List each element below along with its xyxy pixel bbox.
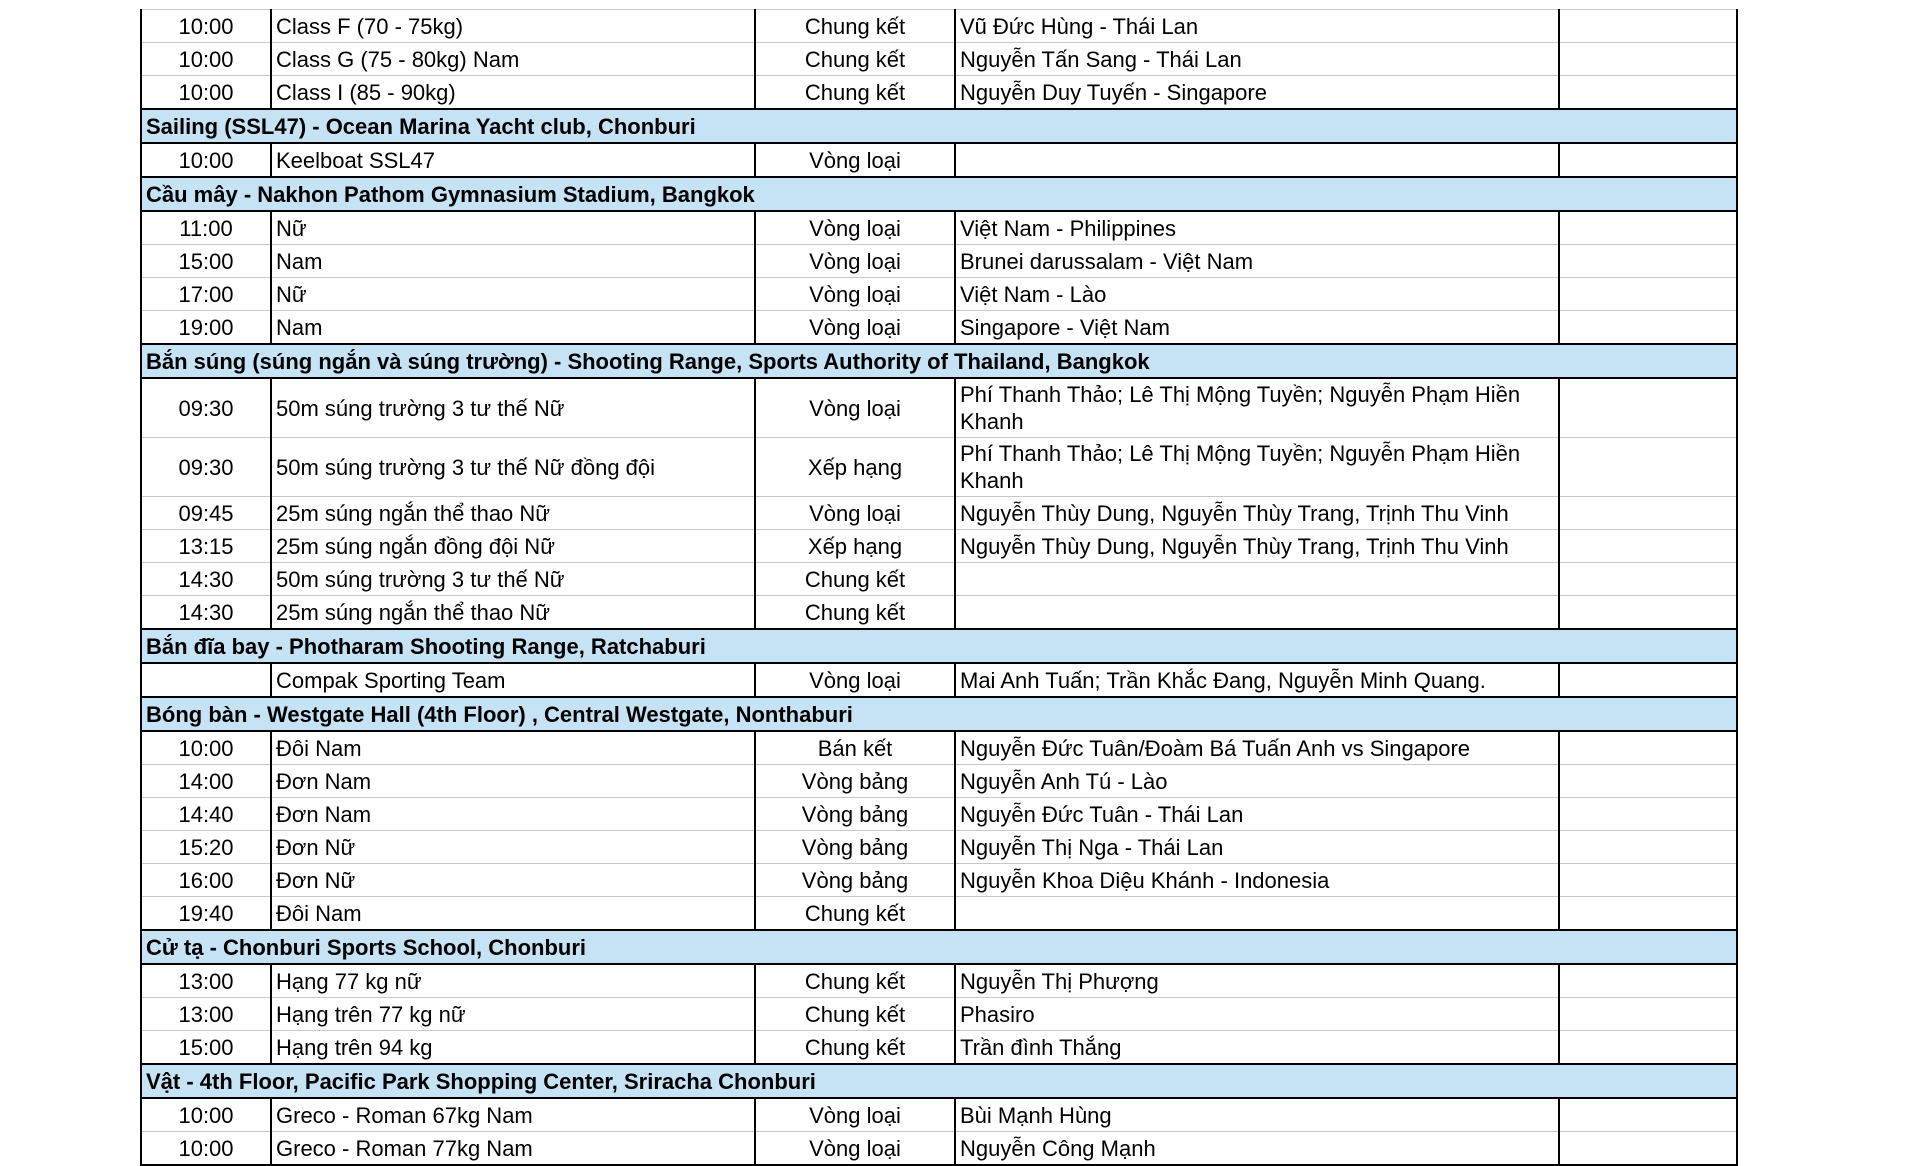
table-row (141, 143, 1737, 177)
athletes-cell: Phí Thanh Thảo; Lê Thị Mộng Tuyền; Nguyễn Phạm Hiền Khanh (955, 378, 1559, 438)
table-row (141, 897, 1737, 931)
event-cell: Keelboat SSL47 (271, 143, 755, 177)
empty-cell (1559, 143, 1737, 177)
section-title: Bóng bàn - Westgate Hall (4th Floor) , Central Westgate, Nonthaburi (141, 697, 1737, 731)
time-cell: 09:45 (141, 497, 271, 530)
section-header-row (141, 177, 1737, 211)
athletes-cell: Phasiro (955, 998, 1559, 1031)
table-row (141, 998, 1737, 1031)
athletes-cell: Nguyễn Đức Tuân - Thái Lan (955, 798, 1559, 831)
table-row (141, 378, 1737, 438)
stage-cell: Chung kết (755, 563, 955, 596)
event-cell: Class F (70 - 75kg) (271, 10, 755, 43)
empty-cell (1559, 864, 1737, 897)
time-cell (141, 663, 271, 697)
event-cell: Greco - Roman 67kg Nam (271, 1098, 755, 1132)
stage-cell: Vòng loại (755, 1132, 955, 1166)
time-cell: 15:00 (141, 1031, 271, 1065)
table-row (141, 596, 1737, 630)
event-cell: 25m súng ngắn thể thao Nữ (271, 497, 755, 530)
section-title: Bắn đĩa bay - Photharam Shooting Range, Ratchaburi (141, 629, 1737, 663)
table-row (141, 831, 1737, 864)
empty-cell (1559, 1098, 1737, 1132)
stage-cell: Vòng loại (755, 245, 955, 278)
athletes-cell (955, 563, 1559, 596)
event-cell: Class G (75 - 80kg) Nam (271, 43, 755, 76)
table-row (141, 311, 1737, 345)
time-cell: 10:00 (141, 1098, 271, 1132)
schedule-body (141, 10, 1737, 1166)
event-cell: 25m súng ngắn đồng đội Nữ (271, 530, 755, 563)
stage-cell: Xếp hạng (755, 438, 955, 497)
table-row (141, 864, 1737, 897)
stage-cell: Vòng loại (755, 278, 955, 311)
empty-cell (1559, 964, 1737, 998)
empty-cell (1559, 798, 1737, 831)
time-cell: 15:20 (141, 831, 271, 864)
time-cell: 13:00 (141, 964, 271, 998)
empty-cell (1559, 831, 1737, 864)
empty-cell (1559, 897, 1737, 931)
time-cell: 14:00 (141, 765, 271, 798)
section-title: Vật - 4th Floor, Pacific Park Shopping Center, Sriracha Chonburi (141, 1064, 1737, 1098)
empty-cell (1559, 663, 1737, 697)
event-cell: Đơn Nam (271, 798, 755, 831)
athletes-cell: Việt Nam - Philippines (955, 211, 1559, 245)
section-title: Sailing (SSL47) - Ocean Marina Yacht club, Chonburi (141, 109, 1737, 143)
empty-cell (1559, 563, 1737, 596)
stage-cell: Chung kết (755, 897, 955, 931)
event-cell: Nữ (271, 211, 755, 245)
section-title: Cử tạ - Chonburi Sports School, Chonburi (141, 930, 1737, 964)
section-header-row (141, 697, 1737, 731)
time-cell: 19:40 (141, 897, 271, 931)
section-title: Cầu mây - Nakhon Pathom Gymnasium Stadium, Bangkok (141, 177, 1737, 211)
empty-cell (1559, 278, 1737, 311)
time-cell: 10:00 (141, 76, 271, 110)
event-cell: Hạng 77 kg nữ (271, 964, 755, 998)
event-cell: 50m súng trường 3 tư thế Nữ đồng đội (271, 438, 755, 497)
time-cell: 17:00 (141, 278, 271, 311)
athletes-cell: Nguyễn Tấn Sang - Thái Lan (955, 43, 1559, 76)
empty-cell (1559, 731, 1737, 765)
event-cell: Nam (271, 245, 755, 278)
athletes-cell: Nguyễn Khoa Diệu Khánh - Indonesia (955, 864, 1559, 897)
stage-cell: Vòng loại (755, 497, 955, 530)
stage-cell: Chung kết (755, 10, 955, 43)
table-row (141, 1098, 1737, 1132)
event-cell: Class I (85 - 90kg) (271, 76, 755, 110)
athletes-cell (955, 897, 1559, 931)
event-cell: Hạng trên 94 kg (271, 1031, 755, 1065)
table-row (141, 663, 1737, 697)
table-row (141, 76, 1737, 110)
table-row (141, 964, 1737, 998)
athletes-cell: Nguyễn Anh Tú - Lào (955, 765, 1559, 798)
section-header-row (141, 344, 1737, 378)
athletes-cell: Nguyễn Đức Tuân/Đoàm Bá Tuấn Anh vs Singapore (955, 731, 1559, 765)
section-header-row (141, 930, 1737, 964)
empty-cell (1559, 530, 1737, 563)
time-cell: 09:30 (141, 438, 271, 497)
table-row (141, 731, 1737, 765)
time-cell: 16:00 (141, 864, 271, 897)
stage-cell: Xếp hạng (755, 530, 955, 563)
athletes-cell: Nguyễn Duy Tuyến - Singapore (955, 76, 1559, 110)
table-row (141, 765, 1737, 798)
time-cell: 14:40 (141, 798, 271, 831)
section-title: Bắn súng (súng ngắn và súng trường) - Shooting Range, Sports Authority of Thailand, Bangkok (141, 344, 1737, 378)
athletes-cell: Trần đình Thắng (955, 1031, 1559, 1065)
time-cell: 19:00 (141, 311, 271, 345)
stage-cell: Vòng bảng (755, 765, 955, 798)
empty-cell (1559, 245, 1737, 278)
athletes-cell (955, 596, 1559, 630)
section-header-row (141, 109, 1737, 143)
table-row (141, 530, 1737, 563)
table-row (141, 1031, 1737, 1065)
athletes-cell: Bùi Mạnh Hùng (955, 1098, 1559, 1132)
table-row (141, 278, 1737, 311)
athletes-cell: Nguyễn Công Mạnh (955, 1132, 1559, 1166)
athletes-cell: Phí Thanh Thảo; Lê Thị Mộng Tuyền; Nguyễn Phạm Hiền Khanh (955, 438, 1559, 497)
athletes-cell: Vũ Đức Hùng - Thái Lan (955, 10, 1559, 43)
stage-cell: Chung kết (755, 1031, 955, 1065)
event-cell: Nữ (271, 278, 755, 311)
empty-cell (1559, 76, 1737, 110)
table-row (141, 43, 1737, 76)
event-cell: Hạng trên 77 kg nữ (271, 998, 755, 1031)
table-row (141, 245, 1737, 278)
event-cell: Đơn Nữ (271, 864, 755, 897)
event-cell: Compak Sporting Team (271, 663, 755, 697)
empty-cell (1559, 1132, 1737, 1166)
time-cell: 10:00 (141, 1132, 271, 1166)
table-row (141, 563, 1737, 596)
event-cell: Greco - Roman 77kg Nam (271, 1132, 755, 1166)
time-cell: 13:00 (141, 998, 271, 1031)
event-cell: Đơn Nữ (271, 831, 755, 864)
athletes-cell: Mai Anh Tuấn; Trần Khắc Đang, Nguyễn Minh Quang. (955, 663, 1559, 697)
event-cell: 50m súng trường 3 tư thế Nữ (271, 563, 755, 596)
stage-cell: Vòng loại (755, 378, 955, 438)
empty-cell (1559, 438, 1737, 497)
stage-cell: Chung kết (755, 76, 955, 110)
stage-cell: Chung kết (755, 43, 955, 76)
stage-cell: Chung kết (755, 596, 955, 630)
table-row (141, 211, 1737, 245)
empty-cell (1559, 1031, 1737, 1065)
empty-cell (1559, 211, 1737, 245)
time-cell: 15:00 (141, 245, 271, 278)
stage-cell: Chung kết (755, 964, 955, 998)
stage-cell: Bán kết (755, 731, 955, 765)
schedule-table (140, 9, 1738, 1166)
athletes-cell: Nguyễn Thùy Dung, Nguyễn Thùy Trang, Trịnh Thu Vinh (955, 497, 1559, 530)
athletes-cell: Brunei darussalam - Việt Nam (955, 245, 1559, 278)
time-cell: 10:00 (141, 10, 271, 43)
time-cell: 09:30 (141, 378, 271, 438)
athletes-cell: Nguyễn Thị Phượng (955, 964, 1559, 998)
empty-cell (1559, 10, 1737, 43)
athletes-cell: Nguyễn Thị Nga - Thái Lan (955, 831, 1559, 864)
section-header-row (141, 1064, 1737, 1098)
table-row (141, 10, 1737, 43)
athletes-cell: Việt Nam - Lào (955, 278, 1559, 311)
athletes-cell: Singapore - Việt Nam (955, 311, 1559, 345)
table-row (141, 438, 1737, 497)
stage-cell: Vòng loại (755, 1098, 955, 1132)
stage-cell: Chung kết (755, 998, 955, 1031)
empty-cell (1559, 998, 1737, 1031)
empty-cell (1559, 765, 1737, 798)
time-cell: 10:00 (141, 731, 271, 765)
event-cell: 25m súng ngắn thể thao Nữ (271, 596, 755, 630)
empty-cell (1559, 497, 1737, 530)
stage-cell: Vòng bảng (755, 798, 955, 831)
time-cell: 13:15 (141, 530, 271, 563)
stage-cell: Vòng loại (755, 143, 955, 177)
time-cell: 14:30 (141, 596, 271, 630)
event-cell: 50m súng trường 3 tư thế Nữ (271, 378, 755, 438)
table-row (141, 1132, 1737, 1166)
stage-cell: Vòng bảng (755, 864, 955, 897)
table-row (141, 497, 1737, 530)
time-cell: 14:30 (141, 563, 271, 596)
empty-cell (1559, 311, 1737, 345)
table-row (141, 798, 1737, 831)
stage-cell: Vòng loại (755, 311, 955, 345)
time-cell: 11:00 (141, 211, 271, 245)
stage-cell: Vòng loại (755, 663, 955, 697)
event-cell: Nam (271, 311, 755, 345)
event-cell: Đôi Nam (271, 731, 755, 765)
event-cell: Đôi Nam (271, 897, 755, 931)
time-cell: 10:00 (141, 143, 271, 177)
athletes-cell: Nguyễn Thùy Dung, Nguyễn Thùy Trang, Trịnh Thu Vinh (955, 530, 1559, 563)
time-cell: 10:00 (141, 43, 271, 76)
stage-cell: Vòng loại (755, 211, 955, 245)
empty-cell (1559, 596, 1737, 630)
empty-cell (1559, 43, 1737, 76)
stage-cell: Vòng bảng (755, 831, 955, 864)
event-cell: Đơn Nam (271, 765, 755, 798)
section-header-row (141, 629, 1737, 663)
athletes-cell (955, 143, 1559, 177)
empty-cell (1559, 378, 1737, 438)
